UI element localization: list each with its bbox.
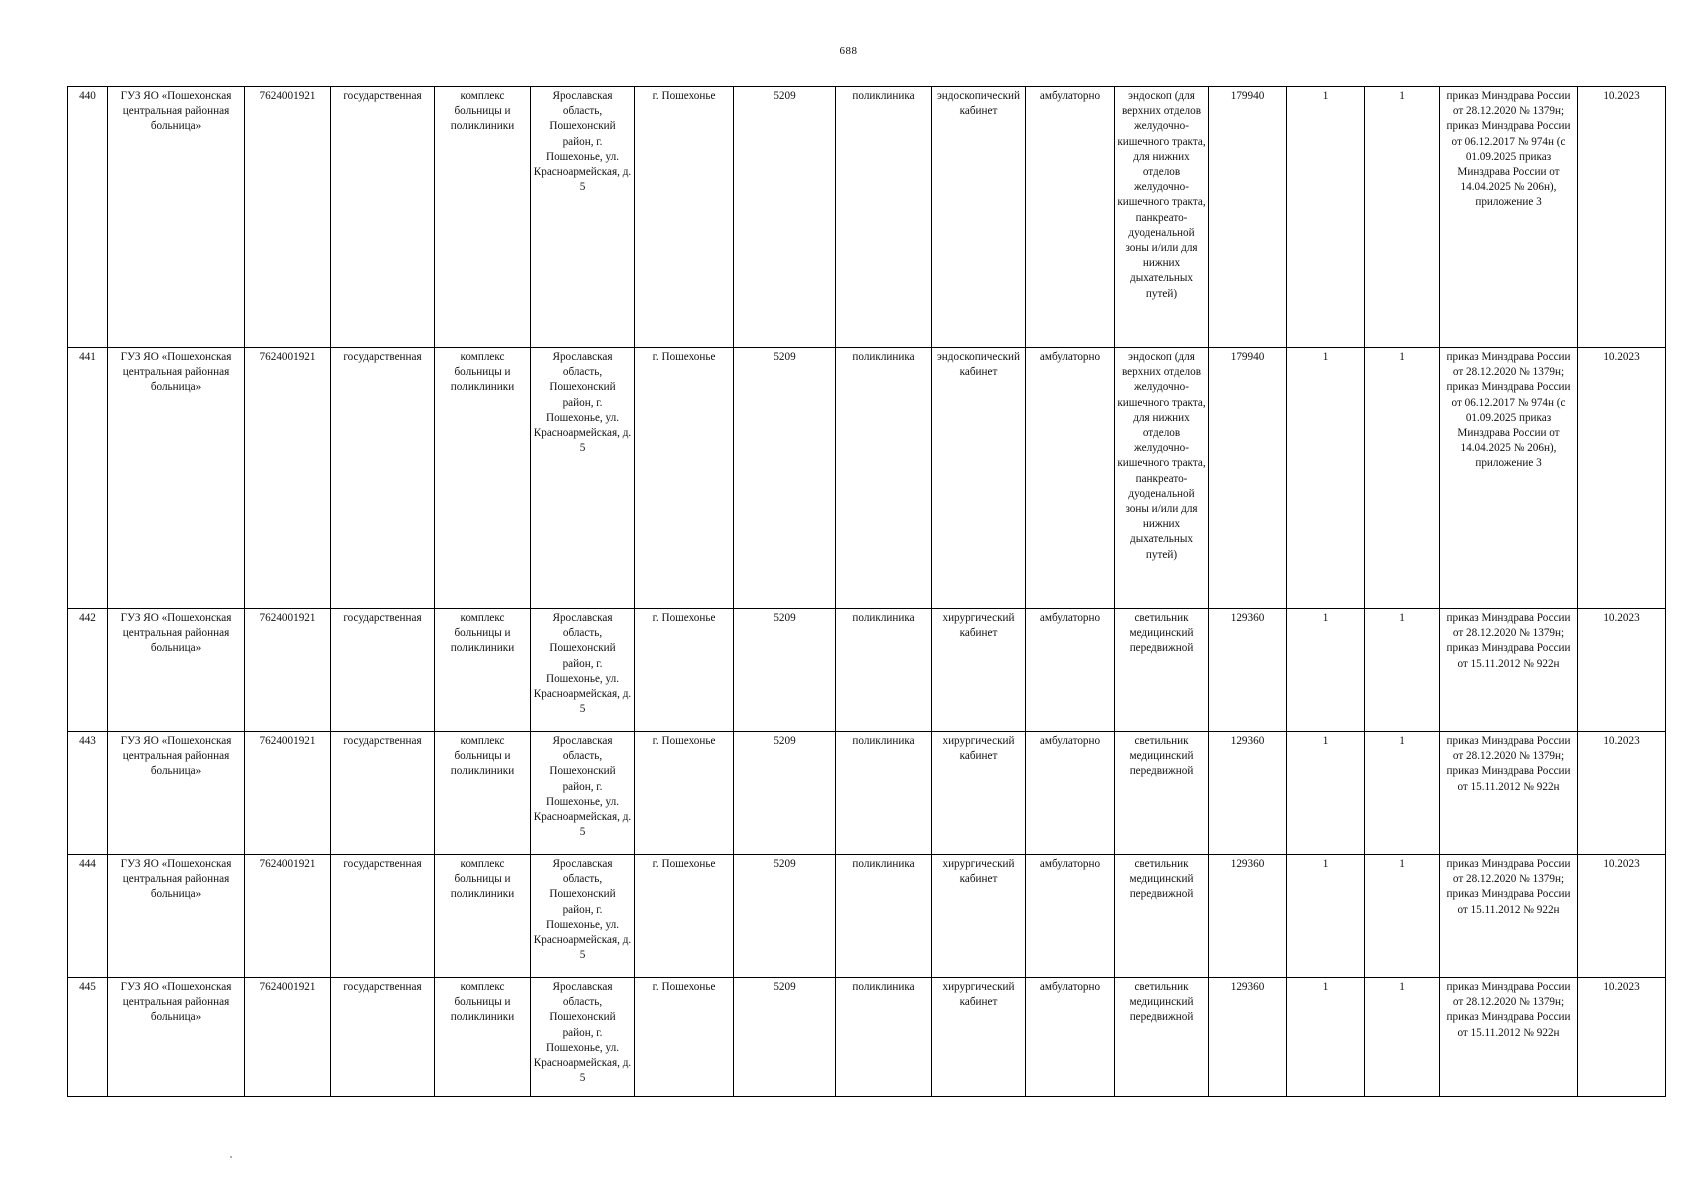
inn: 7624001921 [245,978,331,1097]
ownership-form: государственная [331,609,435,732]
equipment-name: эндоскоп (для верхних отделов желудочно-кишечного тракта, для нижних отделов желудочно-кишечного тракта, панкреато-дуоденальной зоны и/или для нижних дыхательных путей) [1115,348,1209,609]
division: поликлиника [836,348,932,609]
address: Ярославская область, Пошехонский район, г. Пошехонье, ул. Красноармейская, д. 5 [531,87,635,348]
care-conditions: амбулаторно [1026,609,1115,732]
cabinet: эндоскопический кабинет [932,348,1026,609]
row-number: 443 [68,732,108,855]
organization-name: ГУЗ ЯО «Пошехонская центральная районная больница» [108,732,245,855]
date: 10.2023 [1578,609,1666,732]
organization-name: ГУЗ ЯО «Пошехонская центральная районная больница» [108,348,245,609]
ownership-form: государственная [331,348,435,609]
equipment-code: 129360 [1209,978,1287,1097]
ownership-form: государственная [331,978,435,1097]
equipment-name: светильник медицинский передвижной [1115,732,1209,855]
code: 5209 [734,348,836,609]
division: поликлиника [836,978,932,1097]
code: 5209 [734,978,836,1097]
facility-type: комплекс больницы и поликлиники [435,978,531,1097]
quantity-present: 1 [1365,87,1440,348]
facility-type: комплекс больницы и поликлиники [435,855,531,978]
date: 10.2023 [1578,855,1666,978]
quantity-required: 1 [1287,732,1365,855]
equipment-name: светильник медицинский передвижной [1115,609,1209,732]
inn: 7624001921 [245,609,331,732]
quantity-present: 1 [1365,348,1440,609]
code: 5209 [734,87,836,348]
row-number: 441 [68,348,108,609]
ownership-form: государственная [331,732,435,855]
facility-type: комплекс больницы и поликлиники [435,732,531,855]
ownership-form: государственная [331,87,435,348]
equipment-name: эндоскоп (для верхних отделов желудочно-кишечного тракта, для нижних отделов желудочно-кишечного тракта, панкреато-дуоденальной зоны и/или для нижних дыхательных путей) [1115,87,1209,348]
equipment-name: светильник медицинский передвижной [1115,855,1209,978]
scan-speck [230,1156,232,1158]
division: поликлиника [836,87,932,348]
address: Ярославская область, Пошехонский район, г. Пошехонье, ул. Красноармейская, д. 5 [531,855,635,978]
legal-basis: приказ Минздрава России от 28.12.2020 № 1379н; приказ Минздрава России от 15.11.2012 № 922н [1440,732,1578,855]
table-row [68,732,1666,855]
quantity-present: 1 [1365,978,1440,1097]
legal-basis: приказ Минздрава России от 28.12.2020 № 1379н; приказ Минздрава России от 06.12.2017 № 974н (с 01.09.2025 приказ Минздрава России от 14.04.2025 № 206н), приложение 3 [1440,348,1578,609]
equipment-code: 179940 [1209,87,1287,348]
quantity-required: 1 [1287,609,1365,732]
facility-type: комплекс больницы и поликлиники [435,348,531,609]
inn: 7624001921 [245,732,331,855]
care-conditions: амбулаторно [1026,732,1115,855]
quantity-present: 1 [1365,732,1440,855]
page-number: 688 [839,45,858,57]
cabinet: хирургический кабинет [932,732,1026,855]
address: Ярославская область, Пошехонский район, г. Пошехонье, ул. Красноармейская, д. 5 [531,348,635,609]
cabinet: хирургический кабинет [932,978,1026,1097]
address: Ярославская область, Пошехонский район, г. Пошехонье, ул. Красноармейская, д. 5 [531,978,635,1097]
code: 5209 [734,609,836,732]
address: Ярославская область, Пошехонский район, г. Пошехонье, ул. Красноармейская, д. 5 [531,732,635,855]
table-row [68,978,1666,1097]
facility-type: комплекс больницы и поликлиники [435,87,531,348]
cabinet: хирургический кабинет [932,855,1026,978]
quantity-required: 1 [1287,348,1365,609]
organization-name: ГУЗ ЯО «Пошехонская центральная районная больница» [108,87,245,348]
equipment-name: светильник медицинский передвижной [1115,978,1209,1097]
settlement: г. Пошехонье [635,609,734,732]
ownership-form: государственная [331,855,435,978]
legal-basis: приказ Минздрава России от 28.12.2020 № 1379н; приказ Минздрава России от 06.12.2017 № 974н (с 01.09.2025 приказ Минздрава России от 14.04.2025 № 206н), приложение 3 [1440,87,1578,348]
code: 5209 [734,855,836,978]
cabinet: эндоскопический кабинет [932,87,1026,348]
equipment-code: 129360 [1209,609,1287,732]
inn: 7624001921 [245,87,331,348]
care-conditions: амбулаторно [1026,855,1115,978]
organization-name: ГУЗ ЯО «Пошехонская центральная районная больница» [108,978,245,1097]
date: 10.2023 [1578,87,1666,348]
settlement: г. Пошехонье [635,855,734,978]
quantity-required: 1 [1287,855,1365,978]
division: поликлиника [836,609,932,732]
care-conditions: амбулаторно [1026,348,1115,609]
equipment-code: 129360 [1209,732,1287,855]
inn: 7624001921 [245,855,331,978]
date: 10.2023 [1578,978,1666,1097]
row-number: 442 [68,609,108,732]
quantity-present: 1 [1365,609,1440,732]
equipment-code: 129360 [1209,855,1287,978]
table-row [68,855,1666,978]
code: 5209 [734,732,836,855]
legal-basis: приказ Минздрава России от 28.12.2020 № 1379н; приказ Минздрава России от 15.11.2012 № 922н [1440,609,1578,732]
care-conditions: амбулаторно [1026,978,1115,1097]
cabinet: хирургический кабинет [932,609,1026,732]
settlement: г. Пошехонье [635,978,734,1097]
row-number: 444 [68,855,108,978]
organization-name: ГУЗ ЯО «Пошехонская центральная районная больница» [108,609,245,732]
row-number: 440 [68,87,108,348]
table-row [68,609,1666,732]
settlement: г. Пошехонье [635,87,734,348]
date: 10.2023 [1578,732,1666,855]
settlement: г. Пошехонье [635,348,734,609]
table-row [68,87,1666,348]
address: Ярославская область, Пошехонский район, г. Пошехонье, ул. Красноармейская, д. 5 [531,609,635,732]
equipment-code: 179940 [1209,348,1287,609]
date: 10.2023 [1578,348,1666,609]
table-row [68,348,1666,609]
division: поликлиника [836,855,932,978]
row-number: 445 [68,978,108,1097]
legal-basis: приказ Минздрава России от 28.12.2020 № 1379н; приказ Минздрава России от 15.11.2012 № 922н [1440,855,1578,978]
care-conditions: амбулаторно [1026,87,1115,348]
facility-type: комплекс больницы и поликлиники [435,609,531,732]
quantity-required: 1 [1287,978,1365,1097]
legal-basis: приказ Минздрава России от 28.12.2020 № 1379н; приказ Минздрава России от 15.11.2012 № 922н [1440,978,1578,1097]
equipment-registry-table [67,86,1666,1097]
quantity-required: 1 [1287,87,1365,348]
organization-name: ГУЗ ЯО «Пошехонская центральная районная больница» [108,855,245,978]
division: поликлиника [836,732,932,855]
quantity-present: 1 [1365,855,1440,978]
inn: 7624001921 [245,348,331,609]
settlement: г. Пошехонье [635,732,734,855]
